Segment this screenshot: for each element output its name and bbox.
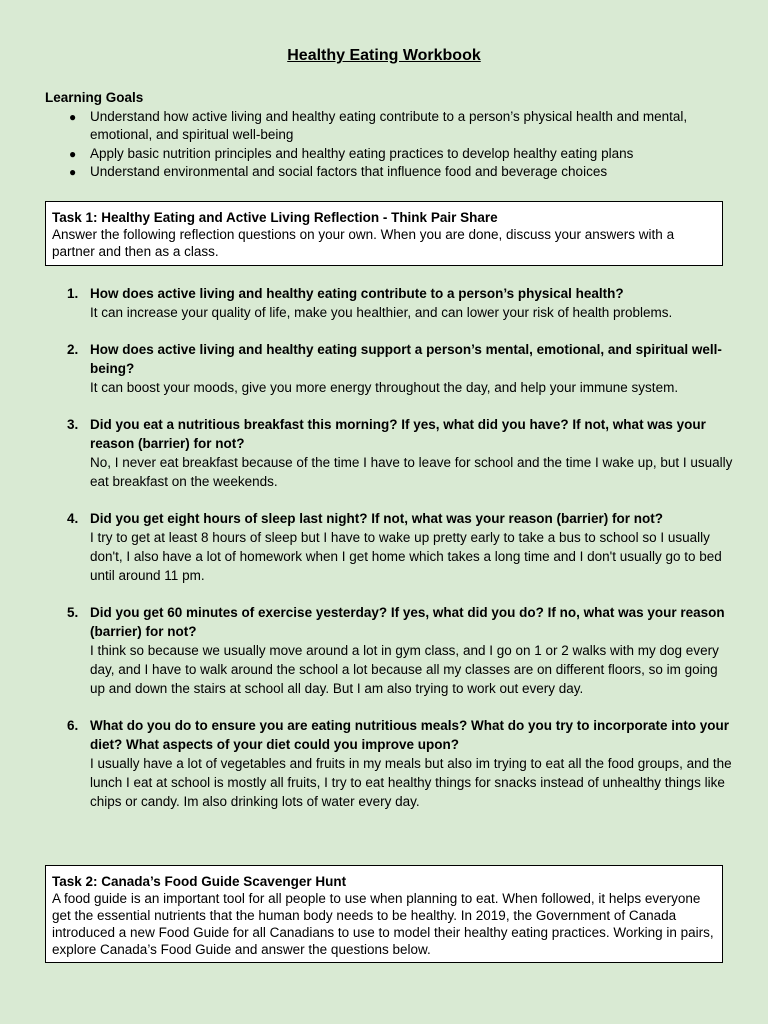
learning-goal-text: Apply basic nutrition principles and healthy eating practices to develop healthy eating plans bbox=[90, 145, 634, 161]
question-number: 1. bbox=[67, 286, 79, 301]
task1-box bbox=[45, 201, 723, 266]
learning-goal-text: Understand how active living and healthy eating contribute to a person’s physical health and mental, emotional, and spiritual well-being bbox=[90, 108, 688, 142]
learning-goals-heading: Learning Goals bbox=[45, 90, 144, 105]
learning-goal-item bbox=[45, 108, 725, 145]
question-text: What do you do to ensure you are eating nutritious meals? What do you try to incorporate into your diet? What aspects of your diet could you improve upon? bbox=[90, 718, 730, 752]
task1-body: Answer the following reflection questions on your own. When you are done, discuss your answers with a partner and then as a class. bbox=[52, 227, 675, 259]
question-item bbox=[45, 415, 735, 491]
learning-goals-list bbox=[45, 108, 725, 182]
question-text: Did you get eight hours of sleep last night? If not, what was your reason (barrier) for not? bbox=[90, 511, 664, 526]
learning-goal-item bbox=[45, 145, 725, 164]
question-number: 6. bbox=[67, 718, 79, 733]
question-item bbox=[45, 603, 735, 698]
answer-text: No, I never eat breakfast because of the time I have to leave for school and the time I wake up, but I usually eat breakfast on the weekends. bbox=[90, 455, 733, 489]
answer-text: It can increase your quality of life, make you healthier, and can lower your risk of health problems. bbox=[90, 305, 673, 320]
question-number: 4. bbox=[67, 511, 79, 526]
task2-box bbox=[45, 865, 723, 963]
question-text: How does active living and healthy eating support a person’s mental, emotional, and spiritual well-being? bbox=[90, 342, 722, 376]
answer-text: I think so because we usually move around a lot in gym class, and I go on 1 or 2 walks with my dog every day, and I have to walk around the school a lot because all my classes are on different floors, so im going up and down the stairs at school all day. But I am also trying to work out every day. bbox=[90, 643, 719, 696]
question-item bbox=[45, 284, 735, 322]
question-item bbox=[45, 716, 735, 811]
bullet-icon: ● bbox=[69, 146, 77, 161]
question-text: How does active living and healthy eating contribute to a person’s physical health? bbox=[90, 286, 624, 301]
bullet-icon: ● bbox=[69, 109, 77, 124]
question-number: 5. bbox=[67, 605, 79, 620]
question-item bbox=[45, 340, 735, 397]
reflection-questions-list bbox=[45, 284, 735, 829]
answer-text: I usually have a lot of vegetables and fruits in my meals but also im trying to eat all the food groups, and the lunch I eat at school is mostly all fruits, I try to eat healthy things for snacks instead of unhealthy things like chips or candy. Im also drinking lots of water every day. bbox=[90, 756, 732, 809]
page-title: Healthy Eating Workbook bbox=[287, 47, 481, 64]
question-text: Did you eat a nutritious breakfast this morning? If yes, what did you have? If not, what was your reason (barrier) for not? bbox=[90, 417, 706, 451]
learning-goal-item bbox=[45, 163, 725, 182]
question-text: Did you get 60 minutes of exercise yesterday? If yes, what did you do? If no, what was your reason (barrier) for not? bbox=[90, 605, 725, 639]
bullet-icon: ● bbox=[69, 165, 77, 179]
task1-title: Task 1: Healthy Eating and Active Living Reflection - Think Pair Share bbox=[52, 210, 498, 225]
answer-text: I try to get at least 8 hours of sleep but I have to wake up pretty early to take a bus to school so I usually don't, I also have a lot of homework when I get home which takes a long time and I don't usually go to bed until around 11 pm. bbox=[90, 530, 722, 583]
task2-body: A food guide is an important tool for all people to use when planning to eat. When followed, it helps everyone get the essential nutrients that the human body needs to be healthy. In 2019, the Government of Canada introduced a new Food Guide for all Canadians to use to model their healthy eating practices. Working in pairs, explore Canada’s Food Guide and answer the questions below. bbox=[52, 891, 714, 957]
question-number: 2. bbox=[67, 342, 79, 357]
question-number: 3. bbox=[67, 417, 79, 432]
learning-goal-text: Understand environmental and social factors that influence food and beverage choices bbox=[90, 164, 608, 179]
task2-title: Task 2: Canada’s Food Guide Scavenger Hunt bbox=[52, 874, 347, 889]
question-item bbox=[45, 509, 735, 585]
answer-text: It can boost your moods, give you more energy throughout the day, and help your immune system. bbox=[90, 380, 679, 395]
learning-goals-section bbox=[45, 89, 725, 182]
